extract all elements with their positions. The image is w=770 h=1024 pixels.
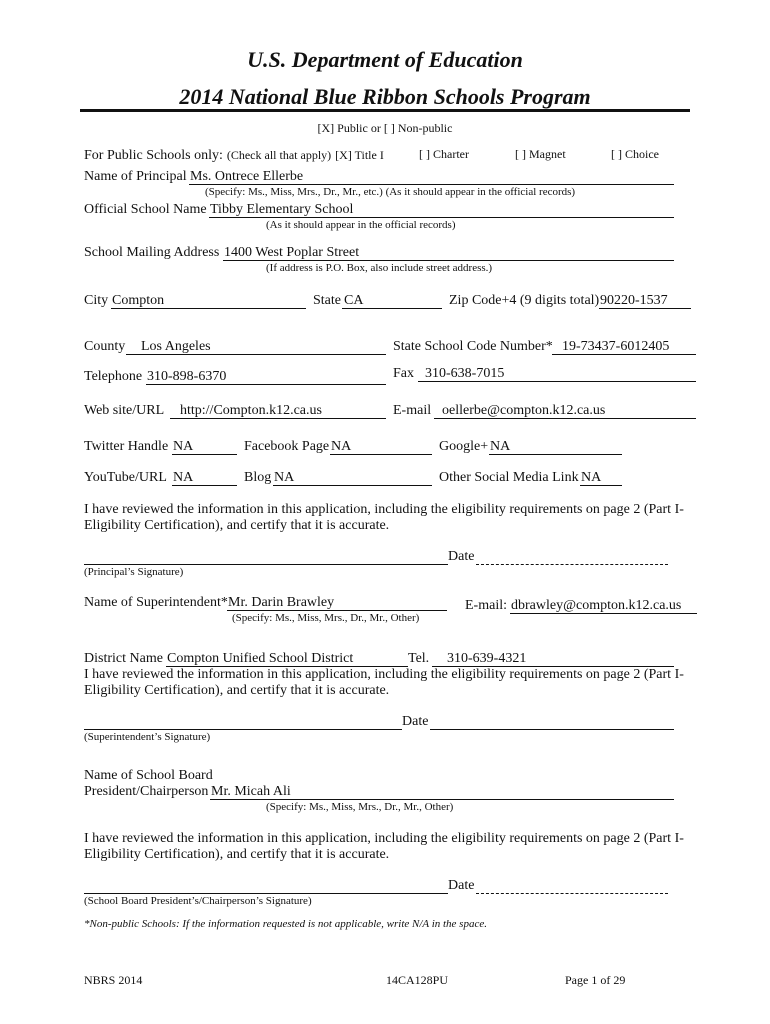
facebook-value: NA (331, 439, 352, 454)
superintendent-label: Name of Superintendent* (84, 595, 228, 610)
telephone-value: 310-898-6370 (147, 369, 227, 384)
principal-value: Ms. Ontrece Ellerbe (190, 169, 304, 184)
youtube-label: YouTube/URL (84, 470, 167, 485)
principal-label: Name of Principal (84, 169, 187, 184)
state-code-value: 19-73437-6012405 (562, 339, 670, 354)
footnote: *Non-public Schools: If the information requested is not applicable, write N/A in the space. (84, 918, 487, 930)
school-name-label: Official School Name (84, 202, 207, 217)
other-social-value: NA (581, 470, 602, 485)
superintendent-date-line (430, 729, 674, 730)
footer-page-number: Page 1 of 29 (565, 973, 626, 987)
other-social-label: Other Social Media Link (439, 470, 579, 485)
superintendent-email-value: dbrawley@compton.k12.ca.us (511, 598, 682, 613)
state-value: CA (344, 293, 364, 308)
superintendent-signature-caption: (Superintendent’s Signature) (84, 731, 211, 743)
city-value: Compton (112, 293, 165, 308)
district-value: Compton Unified School District (167, 651, 354, 666)
state-code-label: State School Code Number* (393, 339, 553, 354)
superintendent-date-label: Date (402, 714, 429, 729)
youtube-value: NA (173, 470, 194, 485)
blog-value: NA (274, 470, 295, 485)
footer-left: NBRS 2014 (84, 973, 143, 987)
title1-option: [X] Title I (335, 148, 384, 162)
county-label: County (84, 339, 126, 354)
telephone-label: Telephone (84, 369, 143, 384)
board-label-line2: President/Chairperson (84, 784, 209, 799)
address-label: School Mailing Address (84, 245, 220, 260)
email-value: oellerbe@compton.k12.ca.us (442, 403, 606, 418)
superintendent-value: Mr. Darin Brawley (228, 595, 335, 610)
district-label: District Name (84, 651, 163, 666)
twitter-label: Twitter Handle (84, 439, 169, 454)
principal-note: (Specify: Ms., Miss, Mrs., Dr., Mr., etc.) (As it should appear in the official records) (205, 186, 576, 198)
fax-label: Fax (393, 366, 414, 381)
board-value: Mr. Micah Ali (211, 784, 291, 799)
board-date-label: Date (448, 878, 475, 893)
website-value: http://Compton.k12.ca.us (180, 403, 322, 418)
board-certification: I have reviewed the information in this application, including the eligibility requirements on page 2 (Part I-Eligibility Certification), and certify that it is accurate. (84, 831, 684, 862)
choice-option: [ ] Choice (611, 147, 659, 161)
county-value: Los Angeles (141, 339, 211, 354)
superintendent-signature-line (84, 729, 402, 730)
twitter-value: NA (173, 439, 194, 454)
board-signature-line (84, 893, 448, 894)
superintendent-note: (Specify: Ms., Miss, Mrs., Dr., Mr., Other) (232, 612, 420, 624)
check-note: (Check all that apply) (226, 148, 332, 162)
facebook-label: Facebook Page (244, 439, 330, 454)
google-value: NA (490, 439, 511, 454)
blog-label: Blog (244, 470, 272, 485)
title-line-1: U.S. Department of Education (247, 47, 523, 72)
board-signature-caption: (School Board President’s/Chairperson’s Signature) (84, 895, 312, 907)
principal-signature-caption: (Principal’s Signature) (84, 566, 184, 578)
school-type-label: For Public Schools only: (84, 148, 223, 163)
title-line-2: 2014 National Blue Ribbon Schools Program (179, 84, 591, 109)
zip-value: 90220-1537 (600, 293, 668, 308)
state-label: State (313, 293, 341, 308)
magnet-option: [ ] Magnet (515, 147, 566, 161)
board-note: (Specify: Ms., Miss, Mrs., Dr., Mr., Other) (266, 801, 454, 813)
board-label-line1: Name of School Board (84, 768, 213, 783)
city-label: City (84, 293, 109, 308)
superintendent-certification: I have reviewed the information in this application, including the eligibility requirements on page 2 (Part I-Eligibility Certification), and certify that it is accurate. (84, 667, 684, 698)
principal-date-line (476, 564, 668, 565)
website-label: Web site/URL (84, 403, 165, 418)
blog-line (273, 485, 432, 486)
footer-center: 14CA128PU (386, 973, 449, 987)
principal-signature-line (84, 564, 448, 565)
school-name-value: Tibby Elementary School (210, 202, 354, 217)
fax-value: 310-638-7015 (425, 366, 505, 381)
superintendent-email-label: E-mail: (465, 598, 507, 613)
address-note: (If address is P.O. Box, also include street address.) (266, 262, 493, 274)
school-name-note: (As it should appear in the official records) (266, 219, 456, 231)
email-label: E-mail (393, 403, 432, 418)
zip-label: Zip Code+4 (9 digits total) (449, 293, 600, 308)
board-date-line (476, 893, 668, 894)
public-status: [X] Public or [ ] Non-public (317, 121, 453, 135)
district-tel-value: 310-639-4321 (447, 651, 527, 666)
school-type-row (84, 146, 384, 164)
charter-option: [ ] Charter (419, 147, 469, 161)
address-value: 1400 West Poplar Street (224, 245, 360, 260)
district-tel-label: Tel. (408, 651, 430, 666)
principal-date-label: Date (448, 549, 475, 564)
title-rule (80, 109, 690, 112)
principal-certification: I have reviewed the information in this application, including the eligibility requirements on page 2 (Part I-Eligibility Certification), and certify that it is accurate. (84, 502, 684, 533)
google-label: Google+ (439, 439, 489, 454)
